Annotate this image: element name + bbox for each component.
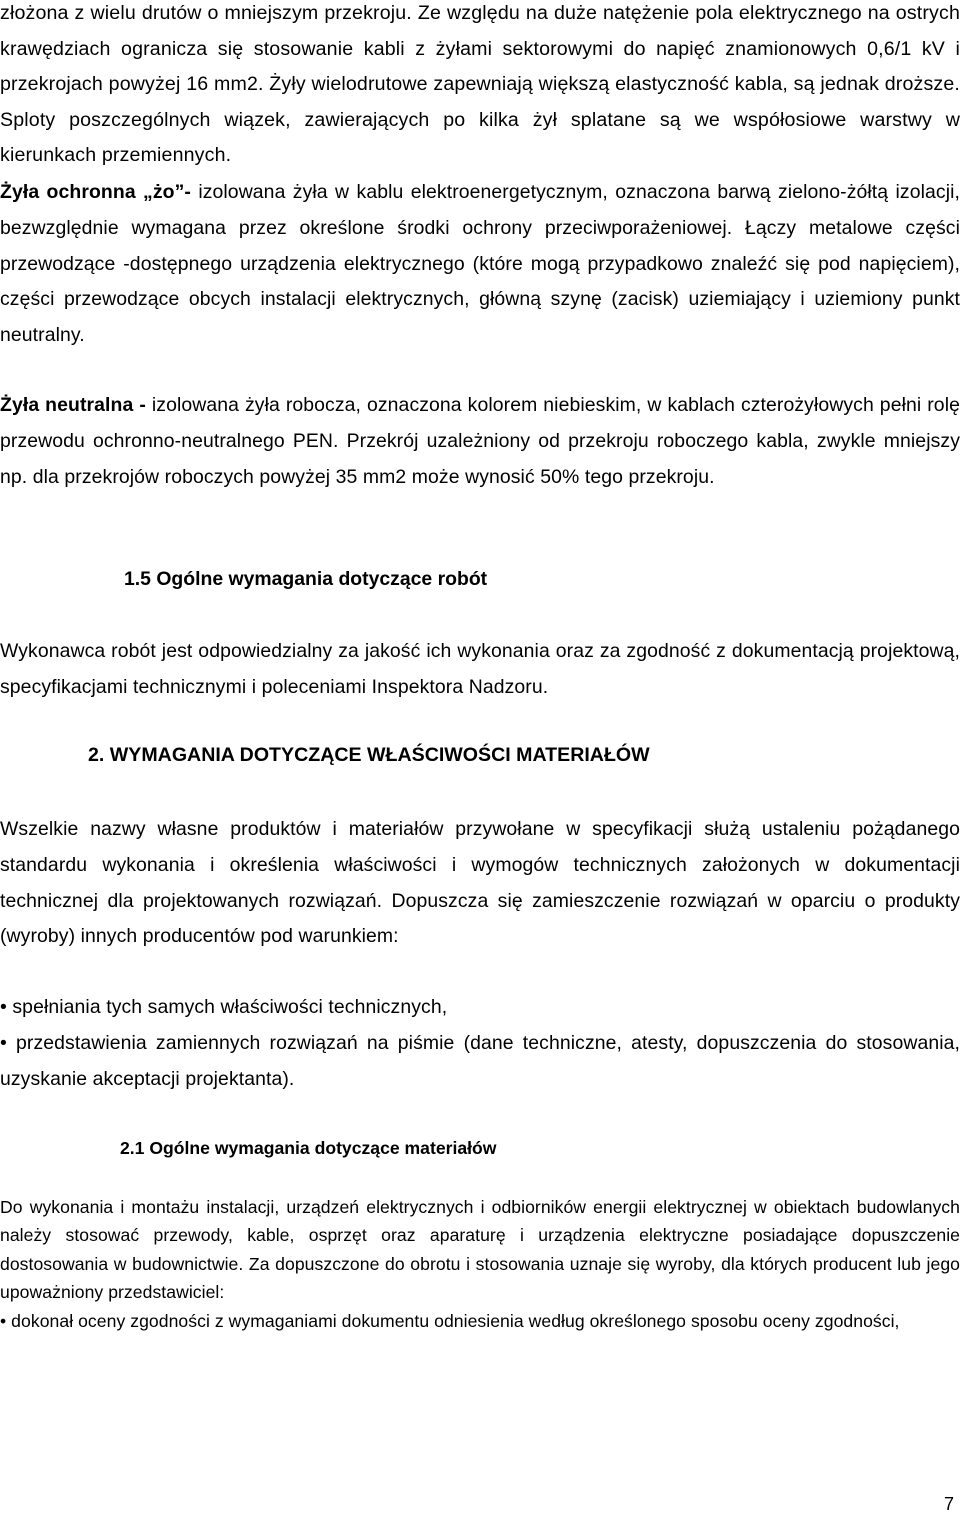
section-heading-2: 2. WYMAGANIA DOTYCZĄCE WŁAŚCIWOŚCI MATERIAŁÓW <box>88 744 650 766</box>
paragraph-contractor-responsibility: Wykonawca robót jest odpowiedzialny za jakość ich wykonania oraz za zgodność z dokumentacją projektową, specyfikacjami technicznymi i poleceniami Inspektora Nadzoru. <box>0 640 960 698</box>
bullet-icon: • <box>0 1032 7 1054</box>
bullet-text: spełniania tych samych właściwości technicznych, <box>12 996 448 1018</box>
paragraph-text: Sploty poszczególnych wiązek, zawierających po kilka żył splatane są we współosiowe warstwy w kierunkach przemiennych. <box>0 108 960 167</box>
paragraph-wire-construction <box>0 0 960 174</box>
paragraph-text: izolowana żyła robocza, oznaczona kolorem niebieskim, w kablach czterożyłowych pełni rolę przewodu ochronno-neutralnego PEN. Przekrój uzależniony od przekroju roboczego kabla, zwykle mniejszy np. dla przekrojów roboczych powyżej 35 mm2 może wynosić 50% tego przekroju. <box>0 394 960 488</box>
bullet-text: przedstawienia zamiennych rozwiązań na piśmie (dane techniczne, atesty, dopuszczenia do stosowania, uzyskanie akceptacji projektanta). <box>0 1032 960 1090</box>
section-heading-2-1: 2.1 Ogólne wymagania dotyczące materiałów <box>120 1138 497 1158</box>
bullet-item <box>0 1026 960 1098</box>
term-protective-wire: Żyła ochronna „żo”- <box>0 181 191 203</box>
paragraph-installation-requirements: Do wykonania i montażu instalacji, urządzeń elektrycznych i odbiorników energii elektrycznej w obiektach budowlanych należy stosować przewody, kable, osprzęt oraz aparaturę i urządzenia elektryczne posiadające dopuszczenie dostosowania w budownictwie. Za dopuszczone do obrotu i stosowania uznaje się wyroby, dla których producent lub jego upoważniony przedstawiciel: <box>0 1197 960 1303</box>
paragraph-text: złożona z wielu drutów o mniejszym przekroju. Ze względu na duże natężenie pola elektrycznego na ostrych krawędziach ogranicza się stosowanie kabli z żyłami sektorowymi do napięć znamionowych 0,6/1 kV i przekrojach powyżej 16 mm2. Żyły wielodrutowe zapewniają większą elastyczność kabla, są jednak droższe. <box>0 2 960 96</box>
page-number: 7 <box>944 1494 955 1514</box>
bullet-icon: • <box>0 996 7 1018</box>
bullet-item <box>0 990 960 1026</box>
section-heading-1-5: 1.5 Ogólne wymagania dotyczące robót <box>124 568 488 590</box>
bullet-item <box>0 1307 960 1335</box>
paragraph-neutral-wire <box>0 388 960 495</box>
paragraph-text: izolowana żyła w kablu elektroenergetycznym, oznaczona barwą zielono-żółtą izolacji, bezwzględnie wymagana przez określone środki ochrony przeciwporażeniowej. Łączy metalowe części przewodzące -dostępnego urządzenia elektrycznego (które mogą przypadkowo znaleźć się pod napięciem), części przewodzące obcych instalacji elektrycznych, główną szynę (zacisk) uziemiający i uziemiony punkt neutralny. <box>0 181 960 347</box>
bullet-icon: • <box>0 1311 7 1331</box>
bullet-text: dokonał oceny zgodności z wymaganiami dokumentu odniesienia według określonego sposobu oceny zgodności, <box>11 1311 900 1331</box>
term-neutral-wire: Żyła neutralna - <box>0 394 146 416</box>
paragraph-material-names: Wszelkie nazwy własne produktów i materiałów przywołane w specyfikacji służą ustaleniu pożądanego standardu wykonania i określenia właściwości i wymogów technicznych założonych w dokumentacji technicznej dla projektowanych rozwiązań. Dopuszcza się zamieszczenie rozwiązań w oparciu o produkty (wyroby) innych producentów pod warunkiem: <box>0 818 960 948</box>
paragraph-protective-wire <box>0 175 960 354</box>
